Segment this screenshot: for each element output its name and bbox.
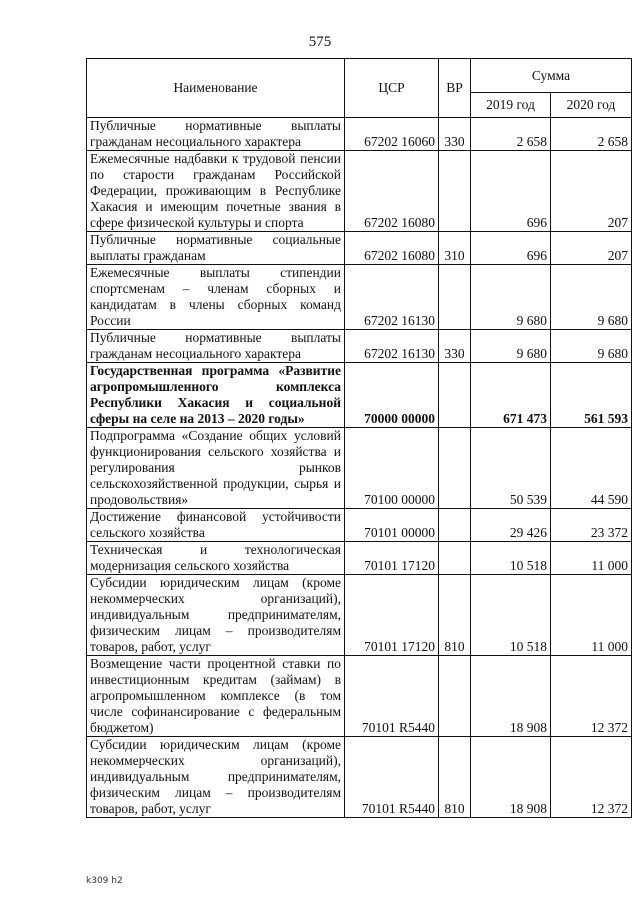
table-row	[87, 151, 632, 232]
row-vr: 330	[439, 118, 471, 151]
row-sum-2019: 18 908	[471, 656, 551, 737]
table-row	[87, 575, 632, 656]
page-number: 575	[308, 34, 332, 50]
row-sum-2019: 10 518	[471, 542, 551, 575]
row-csr: 70100 00000	[345, 428, 439, 509]
header-sum: Сумма	[471, 59, 632, 93]
row-vr	[439, 151, 471, 232]
row-vr: 330	[439, 330, 471, 363]
row-vr: 810	[439, 575, 471, 656]
row-name: Подпрограмма «Создание общих условий функционирования сельского хозяйства и регулирования рынков сельскохозяйственной продукции, сырья и продовольствия»	[87, 428, 345, 509]
row-csr: 70101 00000	[345, 509, 439, 542]
row-name: Техническая и технологическая модернизация сельского хозяйства	[87, 542, 345, 575]
row-vr	[439, 363, 471, 428]
header-year-2020: 2020 год	[551, 93, 632, 118]
row-name: Достижение финансовой устойчивости сельского хозяйства	[87, 509, 345, 542]
row-vr	[439, 656, 471, 737]
row-sum-2020: 11 000	[551, 575, 632, 656]
header-name: Наименование	[87, 59, 345, 118]
row-sum-2020: 44 590	[551, 428, 632, 509]
table-row	[87, 118, 632, 151]
row-sum-2019: 50 539	[471, 428, 551, 509]
row-vr	[439, 542, 471, 575]
table-body	[87, 118, 632, 818]
row-csr: 67202 16130	[345, 265, 439, 330]
table-row	[87, 542, 632, 575]
header-vr: ВР	[439, 59, 471, 118]
row-csr: 67202 16080	[345, 232, 439, 265]
table-row	[87, 265, 632, 330]
row-sum-2020: 9 680	[551, 330, 632, 363]
header-year-2019: 2019 год	[471, 93, 551, 118]
row-name: Возмещение части процентной ставки по инвестиционным кредитам (займам) в агропромышленном комплексе (в том числе софинансирование с федеральным бюджетом)	[87, 656, 345, 737]
row-sum-2019: 2 658	[471, 118, 551, 151]
row-sum-2020: 11 000	[551, 542, 632, 575]
row-sum-2019: 671 473	[471, 363, 551, 428]
row-csr: 70101 17120	[345, 542, 439, 575]
row-csr: 67202 16060	[345, 118, 439, 151]
row-sum-2020: 561 593	[551, 363, 632, 428]
table-row	[87, 737, 632, 818]
row-sum-2019: 18 908	[471, 737, 551, 818]
row-sum-2020: 207	[551, 151, 632, 232]
row-name: Субсидии юридическим лицам (кроме некоммерческих организаций), индивидуальным предпринимателям, физическим лицам – производителям товаров, работ, услуг	[87, 575, 345, 656]
row-csr: 67202 16080	[345, 151, 439, 232]
row-sum-2020: 9 680	[551, 265, 632, 330]
budget-table	[86, 58, 632, 818]
table-row	[87, 330, 632, 363]
row-sum-2020: 2 658	[551, 118, 632, 151]
row-csr: 67202 16130	[345, 330, 439, 363]
row-vr	[439, 265, 471, 330]
row-csr: 70000 00000	[345, 363, 439, 428]
row-name: Ежемесячные надбавки к трудовой пенсии по старости гражданам Российской Федерации, проживающим в Республике Хакасия и имеющим почетные звания в сфере физической культуры и спорта	[87, 151, 345, 232]
row-name: Публичные нормативные выплаты гражданам несоциального характера	[87, 118, 345, 151]
row-name: Субсидии юридическим лицам (кроме некоммерческих организаций), индивидуальным предпринимателям, физическим лицам – производителям товаров, работ, услуг	[87, 737, 345, 818]
row-sum-2020: 12 372	[551, 737, 632, 818]
row-sum-2020: 207	[551, 232, 632, 265]
row-sum-2019: 29 426	[471, 509, 551, 542]
footer-code: k309 h2	[86, 876, 123, 886]
row-vr: 810	[439, 737, 471, 818]
row-csr: 70101 17120	[345, 575, 439, 656]
row-csr: 70101 R5440	[345, 656, 439, 737]
row-name: Государственная программа «Развитие агропромышленного комплекса Республики Хакасия и социальной сферы на селе на 2013 – 2020 годы»	[87, 363, 345, 428]
table-row	[87, 509, 632, 542]
header-csr: ЦСР	[345, 59, 439, 118]
row-sum-2019: 696	[471, 151, 551, 232]
row-sum-2019: 696	[471, 232, 551, 265]
row-sum-2019: 9 680	[471, 265, 551, 330]
row-sum-2019: 10 518	[471, 575, 551, 656]
row-vr	[439, 509, 471, 542]
row-sum-2020: 23 372	[551, 509, 632, 542]
row-csr: 70101 R5440	[345, 737, 439, 818]
table-row	[87, 428, 632, 509]
row-vr	[439, 428, 471, 509]
row-name: Публичные нормативные социальные выплаты гражданам	[87, 232, 345, 265]
row-name: Публичные нормативные выплаты гражданам несоциального характера	[87, 330, 345, 363]
row-vr: 310	[439, 232, 471, 265]
table-row	[87, 656, 632, 737]
table-header	[87, 59, 632, 118]
table-row	[87, 363, 632, 428]
table-row	[87, 232, 632, 265]
row-sum-2020: 12 372	[551, 656, 632, 737]
row-name: Ежемесячные выплаты стипендии спортсменам – членам сборных и кандидатам в члены сборных команд России	[87, 265, 345, 330]
row-sum-2019: 9 680	[471, 330, 551, 363]
